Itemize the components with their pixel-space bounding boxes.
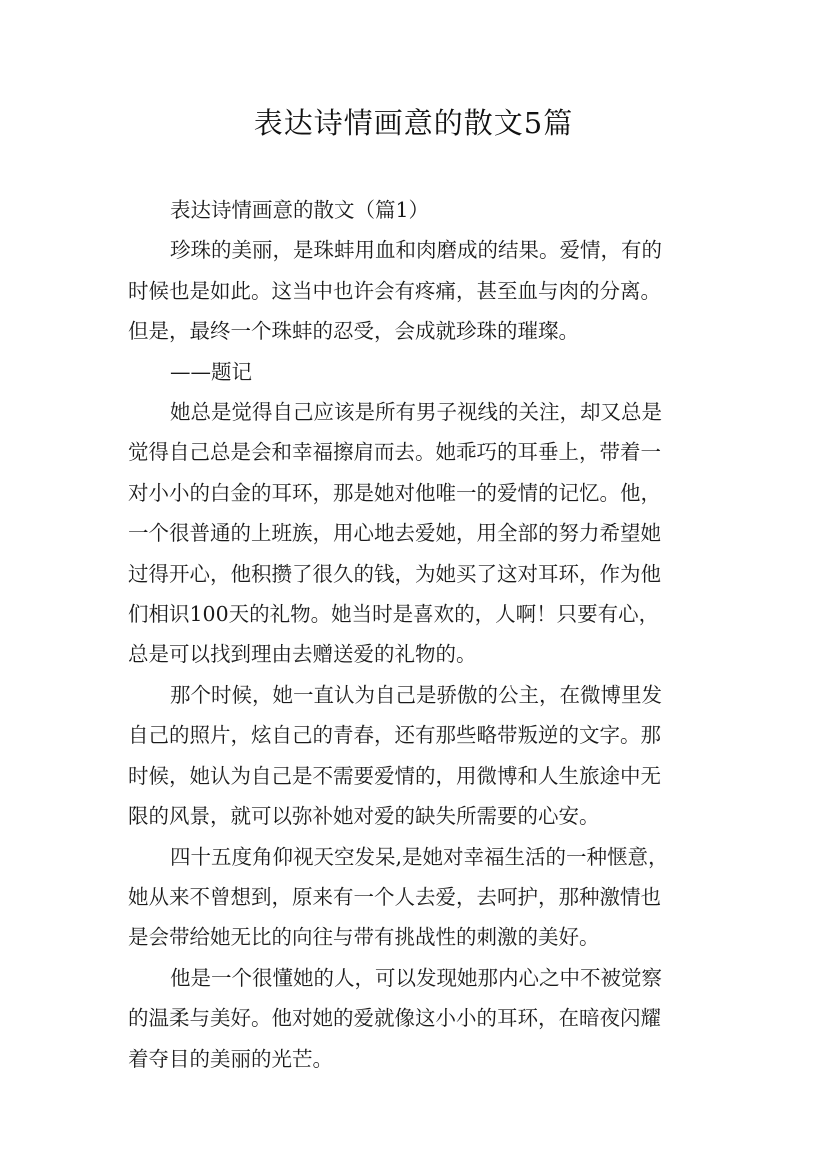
paragraph-line: 是会带给她无比的向往与带有挑战性的刺激的美好。 (128, 925, 600, 950)
paragraph-line: 时候也是如此。这当中也许会有疼痛，甚至血与肉的分离。 (128, 278, 661, 303)
paragraph-line: 但是，最终一个珠蚌的忍受，会成就珍珠的璀璨。 (128, 319, 579, 344)
paragraph-6 (128, 958, 712, 1079)
paragraph-line: 觉得自己总是会和幸福擦肩而去。她乖巧的耳垂上，带着一 (128, 440, 661, 465)
document-body (128, 190, 712, 1079)
section-heading: 表达诗情画意的散文（篇1） (170, 198, 430, 222)
paragraph-epigraph-attribution (128, 352, 712, 392)
paragraph-5 (128, 837, 712, 958)
paragraph-line: 总是可以找到理由去赠送爱的礼物的。 (128, 642, 477, 667)
paragraph-line: 过得开心，他积攒了很久的钱，为她买了这对耳环，作为他 (128, 561, 661, 586)
paragraph-line: 限的风景，就可以弥补她对爱的缺失所需要的心安。 (128, 804, 600, 829)
paragraph-line: 她从来不曾想到，原来有一个人去爱，去呵护，那种激情也 (128, 884, 661, 909)
paragraph-line: 四十五度角仰视天空发呆,是她对幸福生活的一种惬意， (170, 844, 669, 869)
paragraph-line: 的温柔与美好。他对她的爱就像这小小的耳环，在暗夜闪耀 (128, 1006, 661, 1031)
paragraph-line: ——题记 (170, 359, 252, 384)
paragraph-line: 珍珠的美丽，是珠蚌用血和肉磨成的结果。爱情，有的 (170, 238, 662, 263)
paragraph-1 (128, 230, 712, 351)
document-title: 表达诗情画意的散文5篇 (253, 106, 574, 140)
paragraph-3 (128, 392, 712, 675)
paragraph-line: 一个很普通的上班族，用心地去爱她，用全部的努力希望她 (128, 521, 661, 546)
paragraph-line: 那个时候，她一直认为自己是骄傲的公主，在微博里发 (170, 682, 662, 707)
paragraph-line: 自己的照片，炫自己的青春，还有那些略带叛逆的文字。那 (128, 723, 661, 748)
paragraph-line: 她总是觉得自己应该是所有男子视线的关注，却又总是 (170, 400, 662, 425)
paragraph-line: 着夺目的美丽的光芒。 (128, 1046, 333, 1071)
paragraph-line: 时候，她认为自己是不需要爱情的，用微博和人生旅途中无 (128, 763, 661, 788)
paragraph-line: 他是一个很懂她的人，可以发现她那内心之中不被觉察 (170, 965, 662, 990)
paragraph-4 (128, 675, 712, 837)
paragraph-line: 们相识100天的礼物。她当时是喜欢的，人啊！只要有心， (128, 602, 660, 627)
paragraph-line: 对小小的白金的耳环，那是她对他唯一的爱情的记忆。他， (128, 480, 661, 505)
